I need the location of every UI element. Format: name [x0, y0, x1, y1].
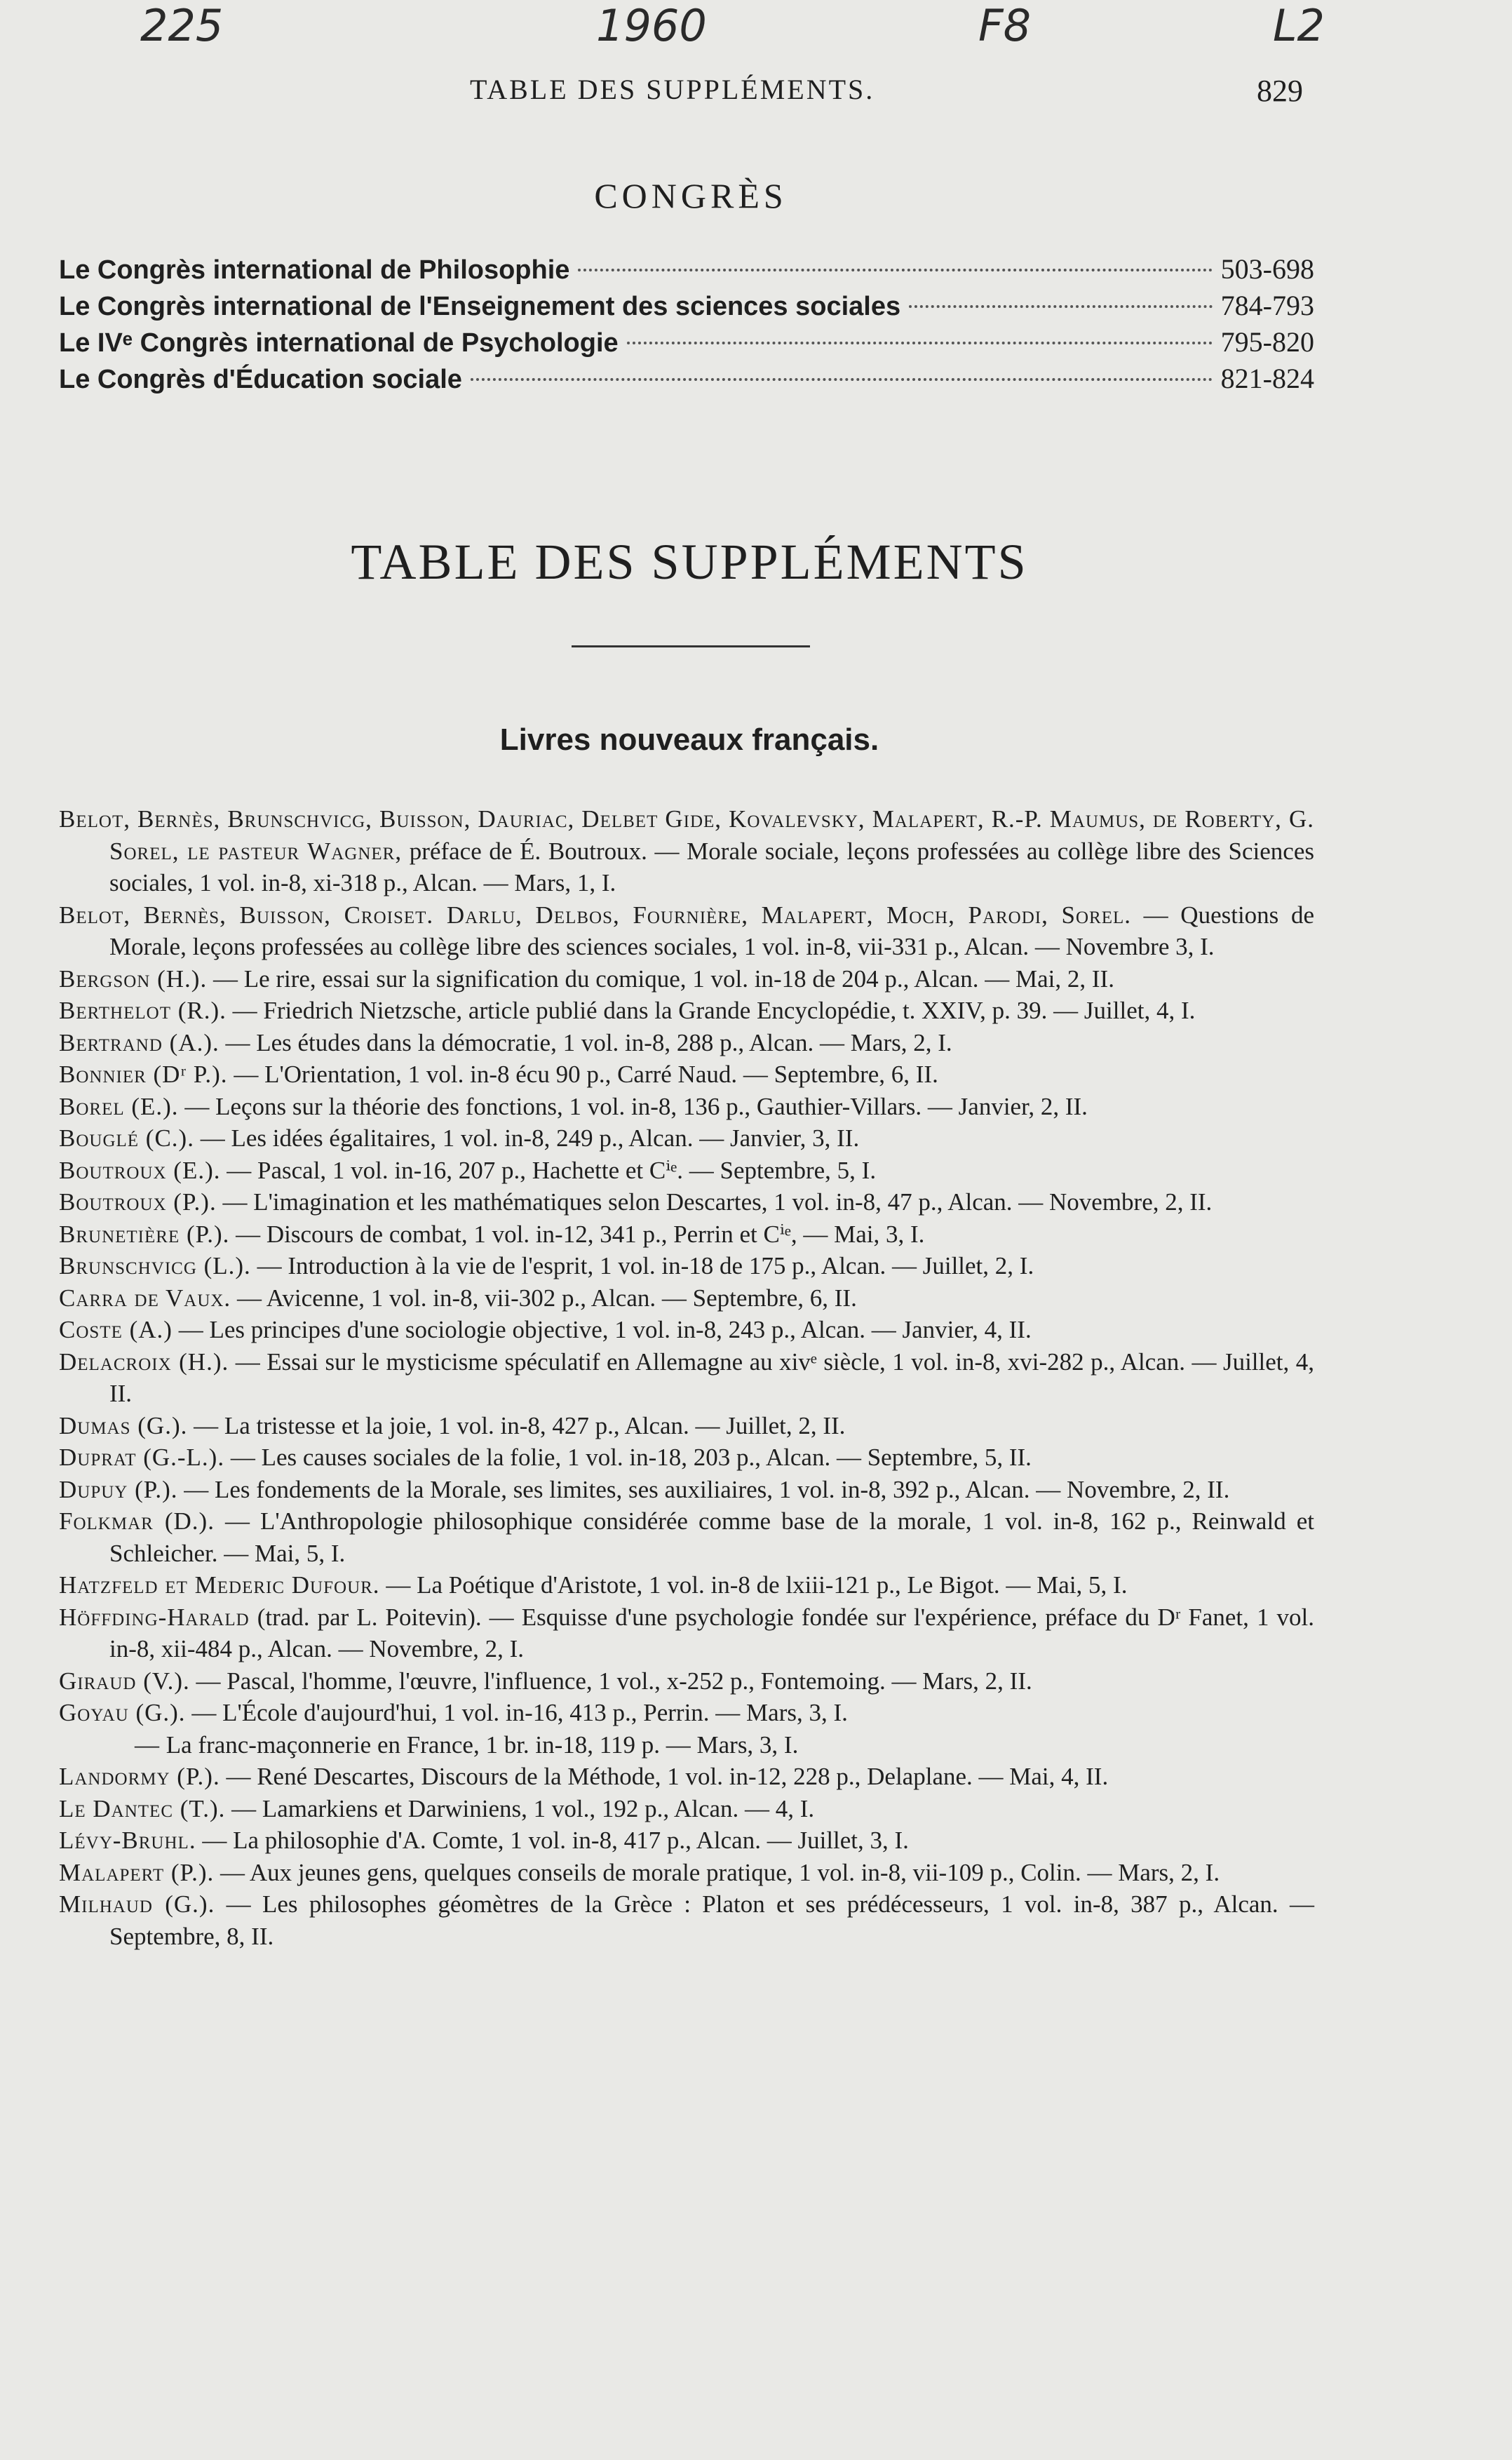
entry-text: — Friedrich Nietzsche, article publié dans la Grande Encyclopédie, t. XXIV, p. 39. — Juillet, 4, I. [226, 997, 1196, 1024]
bibliography-entry [59, 995, 1314, 1027]
bibliography-entry [59, 1729, 1314, 1761]
running-head: TABLE DES SUPPLÉMENTS. [470, 74, 875, 105]
leader-dots [627, 342, 1213, 344]
entry-text: — Pascal, l'homme, l'œuvre, l'influence, 1 vol., x-252 p., Fontemoing. — Mars, 2, II. [189, 1667, 1032, 1695]
entry-author: — [135, 1730, 160, 1759]
bibliography-entry [59, 1569, 1314, 1601]
entry-author: Belot, Bernès, Buisson, Croiset. Darlu, Delbos, Fournière, Malapert, Moch, Parodi, Sorel. [59, 901, 1131, 929]
entry-text: (trad. par L. Poitevin). — Esquisse d'une psychologie fondée sur l'expérience, préface du Dʳ Fanet, 1 vol. in-8, xii-484 p., Alcan. — Novembre, 2, I. [109, 1603, 1314, 1662]
entry-text: — Les idées égalitaires, 1 vol. in-8, 249 p., Alcan. — Janvier, 3, II. [194, 1124, 860, 1152]
entry-author: Folkmar (D.). [59, 1507, 215, 1535]
entry-author: Brunschvicg (L.). [59, 1252, 251, 1279]
entry-text: — Leçons sur la théorie des fonctions, 1 vol. in-8, 136 p., Gauthier-Villars. — Janvier, 2, II. [178, 1092, 1088, 1120]
entry-author: Bonnier (Dʳ P.). [59, 1061, 228, 1088]
congres-item [59, 253, 1314, 289]
bibliography-entry [59, 1505, 1314, 1569]
entry-author: Carra de Vaux. [59, 1284, 231, 1312]
bibliography-entry [59, 899, 1314, 963]
congres-item [59, 362, 1314, 398]
entry-author: Hatzfeld et Mederic Dufour. [59, 1571, 380, 1599]
entry-author: Dumas (G.). [59, 1411, 188, 1439]
entry-text: — L'Orientation, 1 vol. in-8 écu 90 p., Carré Naud. — Septembre, 6, II. [227, 1061, 938, 1088]
bibliography-entry [59, 803, 1314, 899]
congres-item-label: Le Congrès international de l'Enseignement des sciences sociales [59, 292, 901, 321]
entry-text: — Pascal, 1 vol. in-16, 207 p., Hachette et Cⁱᵉ. — Septembre, 5, I. [220, 1156, 877, 1184]
entry-author: Coste (A.) [59, 1316, 173, 1343]
congres-item-label: Le Congrès international de Philosophie [59, 255, 570, 285]
entry-text: — Questions de Morale, leçons professées au collège libre des sciences sociales, 1 vol. in-8, vii-331 p., Alcan. — Novembre 3, I. [109, 901, 1314, 960]
bibliography-entry [59, 1122, 1314, 1155]
bibliography-entry [59, 1027, 1314, 1059]
entry-text: préface de É. Boutroux. — Morale sociale, leçons professées au collège libre des Sciences sociales, 1 vol. in-8, xi-318 p., Alcan. — Mars, 1, I. [109, 837, 1314, 896]
leader-dots [578, 269, 1212, 271]
entry-author: Lévy-Bruhl. [59, 1827, 196, 1854]
entry-text: — Discours de combat, 1 vol. in-12, 341 p., Perrin et Cⁱᵉ, — Mai, 3, I. [229, 1220, 925, 1248]
entry-text: — René Descartes, Discours de la Méthode, 1 vol. in-12, 228 p., Delaplane. — Mai, 4, II. [220, 1763, 1109, 1790]
entry-author: Le Dantec (T.). [59, 1794, 226, 1822]
congres-heading: CONGRÈS [594, 176, 788, 215]
congres-item-pages: 784-793 [1220, 290, 1314, 321]
entry-author: Brunetière (P.). [59, 1220, 230, 1248]
entry-author: Belot, Bernès, Brunschvicg, Buisson, Dauriac, Delbet Gide, Kovalevsky, Malapert, R.-P. Maumus, de Roberty, G. Sorel, le pasteur Wagner, [59, 805, 1314, 865]
bibliography-entry [59, 1793, 1314, 1825]
entry-text: — L'Anthropologie philosophique considérée comme base de la morale, 1 vol. in-8, 162 p., Reinwald et Schleicher. — Mai, 5, I. [109, 1507, 1315, 1567]
main-title: TABLE DES SUPPLÉMENTS [351, 534, 1028, 590]
bibliography-entry [59, 1186, 1314, 1218]
entry-author: Goyau (G.). [59, 1699, 186, 1726]
entry-text: — Essai sur le mysticisme spéculatif en Allemagne au xivᵉ siècle, 1 vol. in-8, xvi-282 p., Alcan. — Juillet, 4, II. [109, 1347, 1314, 1407]
bibliography-entry [59, 1857, 1314, 1889]
bibliography-entry [59, 1441, 1314, 1474]
bibliography-entry [59, 1250, 1314, 1282]
handwritten-annotation-2: 1960 [596, 0, 707, 51]
congres-item-pages: 795-820 [1220, 326, 1314, 358]
entry-text: — Les principes d'une sociologie objective, 1 vol. in-8, 243 p., Alcan. — Janvier, 4, II. [172, 1316, 1032, 1343]
handwritten-annotation-1: 225 [140, 0, 224, 51]
entry-author: Boutroux (P.). [59, 1188, 217, 1216]
entry-author: Borel (E.). [59, 1092, 179, 1120]
title-rule [572, 645, 810, 647]
entry-text: — Aux jeunes gens, quelques conseils de morale pratique, 1 vol. in-8, vii-109 p., Colin. — Mars, 2, I. [214, 1858, 1220, 1886]
bibliography-entry [59, 963, 1314, 995]
entry-author: Bertrand (A.). [59, 1028, 220, 1056]
bibliography-entry [59, 1761, 1314, 1793]
congres-item-label: Le Congrès d'Éducation sociale [59, 365, 462, 394]
entry-author: Bouglé (C.). [59, 1124, 194, 1152]
entry-text: — L'imagination et les mathématiques selon Descartes, 1 vol. in-8, 47 p., Alcan. — Novembre, 2, II. [216, 1188, 1213, 1216]
congres-item-pages: 821-824 [1220, 363, 1314, 394]
bibliography-entry [59, 1410, 1314, 1442]
entry-text: — La Poétique d'Aristote, 1 vol. in-8 de lxiii-121 p., Le Bigot. — Mai, 5, I. [379, 1571, 1128, 1599]
bibliography-entry [59, 1697, 1314, 1729]
handwritten-annotation-3: F8 [978, 0, 1032, 51]
page-number: 829 [1257, 74, 1303, 108]
entry-text: — L'École d'aujourd'hui, 1 vol. in-16, 413 p., Perrin. — Mars, 3, I. [185, 1699, 848, 1726]
entry-author: Malapert (P.). [59, 1858, 215, 1886]
congres-item [59, 325, 1314, 362]
entry-text: — Avicenne, 1 vol. in-8, vii-302 p., Alcan. — Septembre, 6, II. [231, 1284, 857, 1312]
congres-item [59, 289, 1314, 325]
leader-dots [909, 305, 1213, 308]
bibliography-entry [59, 1665, 1314, 1698]
congres-item-pages: 503-698 [1220, 253, 1314, 285]
entry-text: — La philosophie d'A. Comte, 1 vol. in-8, 417 p., Alcan. — Juillet, 3, I. [196, 1827, 909, 1854]
entry-author: Delacroix (H.). [59, 1347, 229, 1376]
entry-text: — Les études dans la démocratie, 1 vol. in-8, 288 p., Alcan. — Mars, 2, I. [219, 1028, 952, 1056]
entry-author: Bergson (H.). [59, 964, 208, 993]
bibliography-entry [59, 1282, 1314, 1315]
bibliography-list [59, 803, 1314, 1952]
entry-author: Berthelot (R.). [59, 997, 227, 1024]
entry-author: Landormy (P.). [59, 1763, 220, 1790]
entry-text: — Le rire, essai sur la signification du comique, 1 vol. in-18 de 204 p., Alcan. — Mai, 2, II. [207, 964, 1114, 993]
entry-text: La franc-maçonnerie en France, 1 br. in-18, 119 p. — Mars, 3, I. [160, 1730, 799, 1759]
entry-author: Giraud (V.). [59, 1667, 190, 1695]
bibliography-entry [59, 1314, 1314, 1346]
bibliography-entry [59, 1058, 1314, 1091]
bibliography-entry [59, 1346, 1314, 1410]
congres-item-label: Le IVᵉ Congrès international de Psychologie [59, 328, 619, 358]
entry-author: Höffding-Harald [59, 1603, 250, 1631]
congres-list [59, 253, 1314, 398]
leader-dots [471, 378, 1213, 381]
entry-text: — Les causes sociales de la folie, 1 vol. in-18, 203 p., Alcan. — Septembre, 5, II. [224, 1444, 1032, 1471]
entry-author: Duprat (G.-L.). [59, 1444, 225, 1471]
bibliography-entry [59, 1888, 1314, 1952]
entry-text: — Les philosophes géomètres de la Grèce : Platon et ses prédécesseurs, 1 vol. in-8, 387 p., Alcan. — Septembre, 8, II. [109, 1890, 1314, 1950]
entry-author: Boutroux (E.). [59, 1156, 221, 1184]
bibliography-entry [59, 1155, 1314, 1187]
entry-text: — Les fondements de la Morale, ses limites, ses auxiliaires, 1 vol. in-8, 392 p., Alcan. — Novembre, 2, II. [177, 1475, 1230, 1503]
entry-author: Milhaud (G.). [59, 1890, 215, 1918]
bibliography-entry [59, 1091, 1314, 1123]
entry-text: — Introduction à la vie de l'esprit, 1 vol. in-18 de 175 p., Alcan. — Juillet, 2, I. [250, 1252, 1034, 1279]
entry-author: Dupuy (P.). [59, 1475, 178, 1503]
bibliography-entry [59, 1601, 1314, 1665]
handwritten-annotation-4: L2 [1273, 0, 1325, 51]
bibliography-entry [59, 1218, 1314, 1251]
entry-text: — La tristesse et la joie, 1 vol. in-8, 427 p., Alcan. — Juillet, 2, II. [187, 1411, 846, 1439]
section-title: Livres nouveaux français. [499, 722, 879, 757]
bibliography-entry [59, 1824, 1314, 1857]
entry-text: — Lamarkiens et Darwiniens, 1 vol., 192 p., Alcan. — 4, I. [225, 1794, 815, 1822]
bibliography-entry [59, 1474, 1314, 1506]
